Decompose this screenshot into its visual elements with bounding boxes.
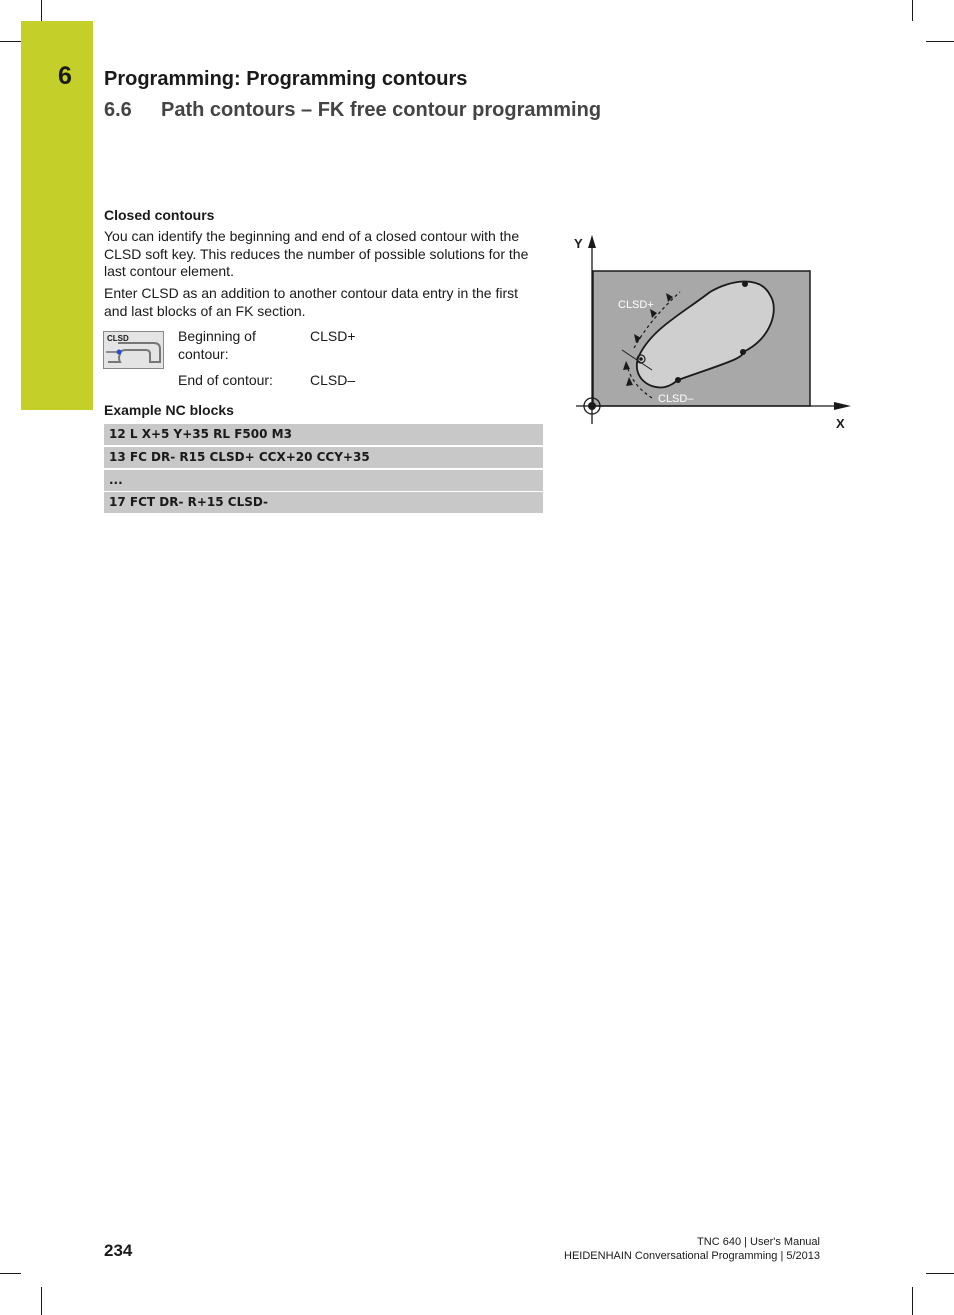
clsd-softkey (103, 331, 164, 369)
crop-mark (41, 0, 42, 21)
paragraph-usage: Enter CLSD as an addition to another contour data entry in the first and last blocks of an FK section. (104, 285, 519, 319)
crop-mark (926, 1273, 954, 1274)
contour-point (742, 281, 748, 287)
crop-mark (912, 1287, 913, 1315)
softkey-label: CLSD (107, 334, 129, 343)
page-number: 234 (104, 1241, 133, 1260)
section-number: 6.6 (104, 99, 132, 121)
chapter-number: 6 (58, 62, 72, 90)
y-axis-label: Y (574, 236, 583, 251)
footer-publication: HEIDENHAIN Conversational Programming | 5/2013 (564, 1250, 820, 1262)
start-point (639, 357, 643, 361)
contour-point (675, 377, 681, 383)
paragraph-intro: You can identify the beginning and end of a closed contour with the CLSD soft key. This reduces the number of possible solutions for the last contour element. (104, 228, 529, 279)
crop-mark (41, 1287, 42, 1315)
definition-term: End of contour: (178, 372, 273, 388)
crop-mark (912, 0, 913, 21)
crop-mark (926, 41, 954, 42)
chapter-tab (21, 21, 93, 410)
nc-block: 13 FC DR- R15 CLSD+ CCX+20 CCY+35 (104, 447, 543, 468)
crop-mark (0, 41, 21, 42)
crop-mark (0, 1273, 21, 1274)
y-axis-arrow (588, 235, 596, 248)
datum-center (588, 402, 596, 410)
softkey-contour-icon (104, 332, 163, 368)
definition-value: CLSD– (310, 372, 356, 388)
contour-point (740, 349, 746, 355)
clsd-plus-label: CLSD+ (618, 299, 654, 311)
definition-value: CLSD+ (310, 328, 356, 344)
example-heading: Example NC blocks (104, 402, 234, 418)
nc-block: 17 FCT DR- R+15 CLSD- (104, 492, 543, 513)
x-axis-arrow (834, 402, 851, 410)
clsd-minus-label: CLSD– (658, 393, 694, 405)
footer-manual: TNC 640 | User's Manual (697, 1236, 820, 1248)
closed-contour-figure (570, 230, 860, 435)
nc-block: ... (104, 470, 543, 491)
closed-contours-heading: Closed contours (104, 207, 215, 223)
section-title: Path contours – FK free contour programming (161, 99, 602, 121)
contour-start-point (117, 350, 122, 355)
definition-term: Beginning of contour: (178, 328, 256, 362)
chapter-title: Programming: Programming contours (104, 68, 468, 90)
nc-block: 12 L X+5 Y+35 RL F500 M3 (104, 424, 543, 445)
x-axis-label: X (836, 416, 845, 431)
